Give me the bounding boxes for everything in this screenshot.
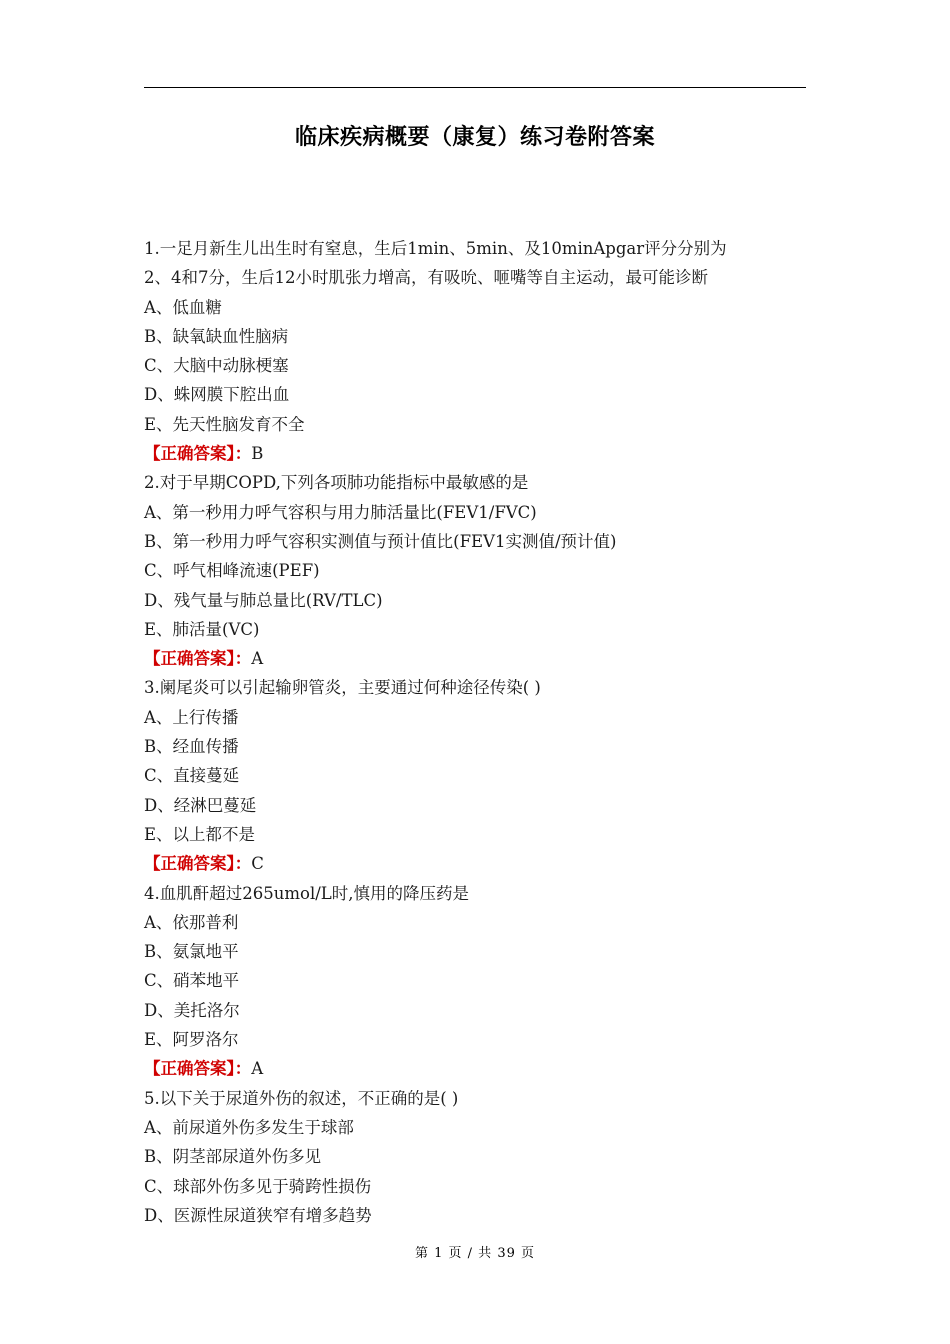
option-b: B、第一秒用力呼气容积实测值与预计值比(FEV1实测值/预计值)	[144, 531, 617, 551]
answer-label: 【正确答案】：	[144, 444, 252, 464]
question-stem: 5.以下关于尿道外伤的叙述，不正确的是( )	[144, 1088, 459, 1108]
answer-line	[144, 644, 810, 673]
answer-value: C	[251, 854, 264, 874]
option-e: E、阿罗洛尔	[144, 1030, 239, 1050]
option-d: D、经淋巴蔓延	[144, 795, 257, 815]
question-2	[144, 468, 810, 673]
question-1	[144, 234, 810, 468]
answer-value: A	[251, 1059, 264, 1079]
answer-value: A	[251, 649, 264, 669]
option-b: B、经血传播	[144, 737, 239, 757]
option-a: A、低血糖	[144, 297, 222, 317]
option-b: B、氨氯地平	[144, 942, 239, 962]
question-stem: 2.对于早期COPD,下列各项肺功能指标中最敏感的是	[144, 473, 529, 493]
option-d: D、医源性尿道狭窄有增多趋势	[144, 1205, 372, 1225]
answer-line	[144, 439, 810, 468]
answer-label: 【正确答案】：	[144, 1059, 252, 1079]
question-stem: 2、4和7分，生后12小时肌张力增高，有吸吮、咂嘴等自主运动，最可能诊断	[144, 268, 708, 288]
option-c: C、大脑中动脉梗塞	[144, 356, 289, 376]
option-c: C、球部外伤多见于骑跨性损伤	[144, 1176, 372, 1196]
question-4	[144, 879, 810, 1084]
question-stem: 3.阑尾炎可以引起输卵管炎，主要通过何种途径传染( )	[144, 678, 541, 698]
option-c: C、直接蔓延	[144, 766, 240, 786]
answer-line	[144, 1054, 810, 1083]
document-title: 临床疾病概要（康复）练习卷附答案	[294, 125, 655, 150]
option-d: D、残气量与肺总量比(RV/TLC)	[144, 590, 383, 610]
page-footer: 第 1 页 / 共 39 页	[415, 1246, 535, 1261]
option-a: A、依那普利	[144, 912, 239, 932]
question-stem: 4.血肌酐超过265umol/L时,慎用的降压药是	[144, 883, 469, 903]
option-e: E、以上都不是	[144, 824, 256, 844]
option-d: D、蛛网膜下腔出血	[144, 385, 290, 405]
header-rule	[144, 87, 806, 88]
question-5	[144, 1084, 810, 1230]
option-d: D、美托洛尔	[144, 1000, 240, 1020]
answer-label: 【正确答案】：	[144, 854, 252, 874]
option-e: E、肺活量(VC)	[144, 619, 260, 639]
question-stem: 1.一足月新生儿出生时有窒息，生后1min、5min、及10minApgar评分分别为	[144, 239, 727, 258]
option-a: A、上行传播	[144, 707, 239, 727]
answer-label: 【正确答案】：	[144, 649, 252, 669]
option-b: B、缺氧缺血性脑病	[144, 326, 289, 346]
option-a: A、第一秒用力呼气容积与用力肺活量比(FEV1/FVC)	[144, 502, 537, 522]
option-b: B、阴茎部尿道外伤多见	[144, 1147, 322, 1167]
option-c: C、呼气相峰流速(PEF)	[144, 561, 320, 581]
answer-value: B	[251, 444, 264, 464]
option-a: A、前尿道外伤多发生于球部	[144, 1117, 354, 1137]
option-e: E、先天性脑发育不全	[144, 414, 305, 434]
answer-line	[144, 849, 810, 878]
question-list	[144, 234, 810, 1230]
option-c: C、硝苯地平	[144, 971, 240, 991]
question-3	[144, 673, 810, 878]
